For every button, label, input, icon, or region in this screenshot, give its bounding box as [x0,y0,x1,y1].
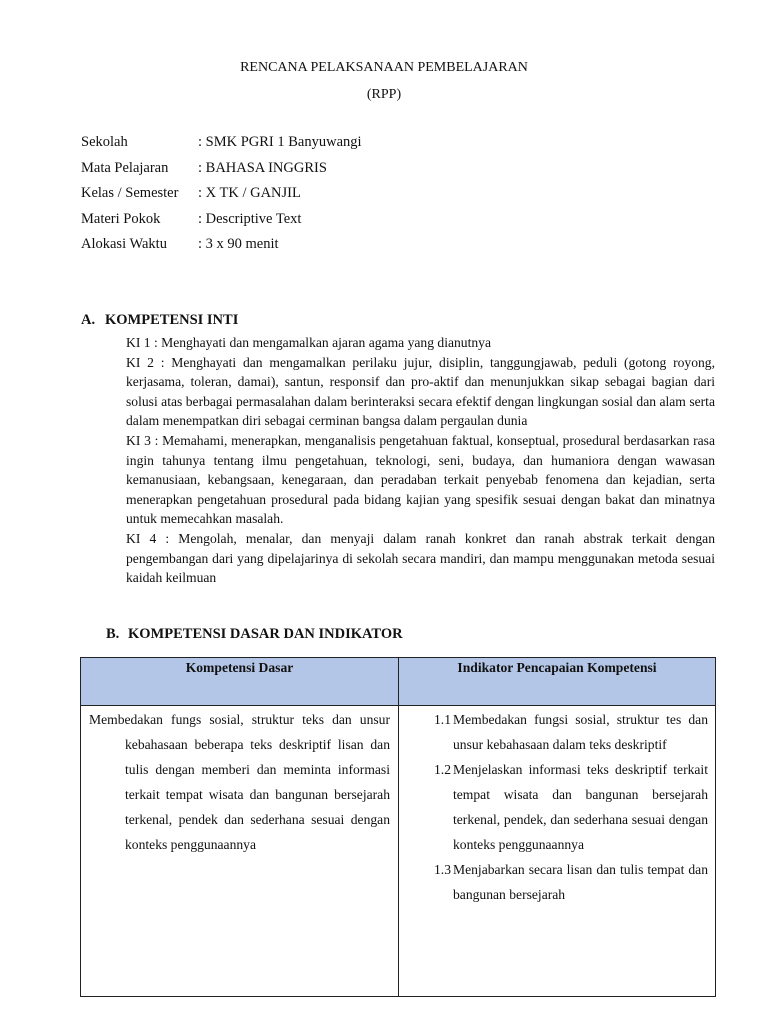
indicator-item [399,757,708,857]
section-letter: A. [81,312,96,328]
identity-info [81,134,362,262]
info-value: : 3 x 90 menit [198,236,279,252]
info-row-kelas-semester [81,185,362,211]
table-header-row [81,658,716,706]
indicator-text: Menjabarkan secara lisan dan tulis tempat dan bangunan bersejarah [453,862,708,902]
header-kompetensi-dasar: Kompetensi Dasar [81,658,399,706]
info-row-alokasi-waktu [81,236,362,262]
section-letter: B. [106,626,120,642]
info-row-sekolah [81,134,362,160]
document-title: RENCANA PELAKSANAAN PEMBELAJARAN [240,60,528,75]
info-row-mata-pelajaran [81,160,362,186]
section-title: KOMPETENSI DASAR DAN INDIKATOR [128,626,403,642]
section-b-heading [106,626,403,643]
indicator-number: 1.2 [434,762,451,777]
kd-indicator-table [80,657,716,997]
document-subtitle: (RPP) [366,87,402,102]
table-row [81,706,716,997]
ki-item: KI 4 : Mengolah, menalar, dan menyaji dalam ranah konkret dan ranah abstrak terkait dengan pengembangan dari yang dipelajarinya di sekolah secara mandiri, dan mampu menggunakan metoda sesuai kaidah keilmuan [126,530,715,586]
indicator-text: Menjelaskan informasi teks deskriptif terkait tempat wisata dan bangunan bersejarah terkenal, pendek, dan sederhana sesuai dengan konteks penggunaannya [453,762,708,852]
indicator-item [399,707,708,757]
ki-item: KI 1 : Menghayati dan mengamalkan ajaran agama yang dianutnya [126,335,492,350]
info-label: Sekolah [81,134,128,150]
info-label: Materi Pokok [81,210,161,227]
info-value: : X TK / GANJIL [198,185,301,201]
info-value: : SMK PGRI 1 Banyuwangi [198,134,362,150]
kd-cell [81,706,399,997]
info-value: : BAHASA INGGRIS [198,159,327,176]
indicator-text: Membedakan fungsi sosial, struktur tes dan unsur kebahasaan dalam teks deskriptif [453,712,708,752]
info-row-materi-pokok [81,211,362,237]
ki-item: KI 3 : Memahami, menerapkan, menganalisis pengetahuan faktual, konseptual, prosedural berdasarkan rasa ingin tahunya tentang ilmu pengetahuan, teknologi, seni, budaya, dan humaniora dengan wawasan kemanusiaan, kebangsaan, kenegaraan, dan peradaban terkait penyebab fenomena dan kejadian, serta menerapkan pengetahuan prosedural pada bidang kajian yang spesifik sesuai dengan bakat dan minatnya untuk memecahkan masalah. [126,432,715,527]
info-label: Mata Pelajaran [81,159,169,176]
info-value: : Descriptive Text [198,210,302,227]
info-label: Alokasi Waktu [81,236,167,252]
kd-text: Membedakan fungs sosial, struktur teks dan unsur kebahasaan beberapa teks deskriptif lisan dan tulis dengan memberi dan meminta informasi terkait tempat wisata dan bangunan bersejarah terkenal, pendek dan sederhana sesuai dengan konteks penggunaannya [89,712,390,852]
indicator-number: 1.1 [434,712,451,727]
section-a-heading [81,312,238,329]
header-indikator: Indikator Pencapaian Kompetensi [399,658,716,706]
info-label: Kelas / Semester [81,185,179,201]
indicator-number: 1.3 [434,862,451,877]
indicator-cell [399,706,716,997]
section-title: KOMPETENSI INTI [105,312,239,328]
indicator-item [399,857,708,907]
ki-item: KI 2 : Menghayati dan mengamalkan perilaku jujur, disiplin, tanggungjawab, peduli (gotong royong, kerjasama, toleran, damai), santun, responsif dan pro-aktif dan menunjukkan sikap sebagai bagian dari solusi atas berbagai permasalahan dalam berinteraksi secara efektif dengan lingkungan sosial dan alam serta dalam menempatkan diri sebagai cerminan bangsa dalam pergaulan dunia [126,354,715,429]
kompetensi-inti-list [126,333,715,588]
